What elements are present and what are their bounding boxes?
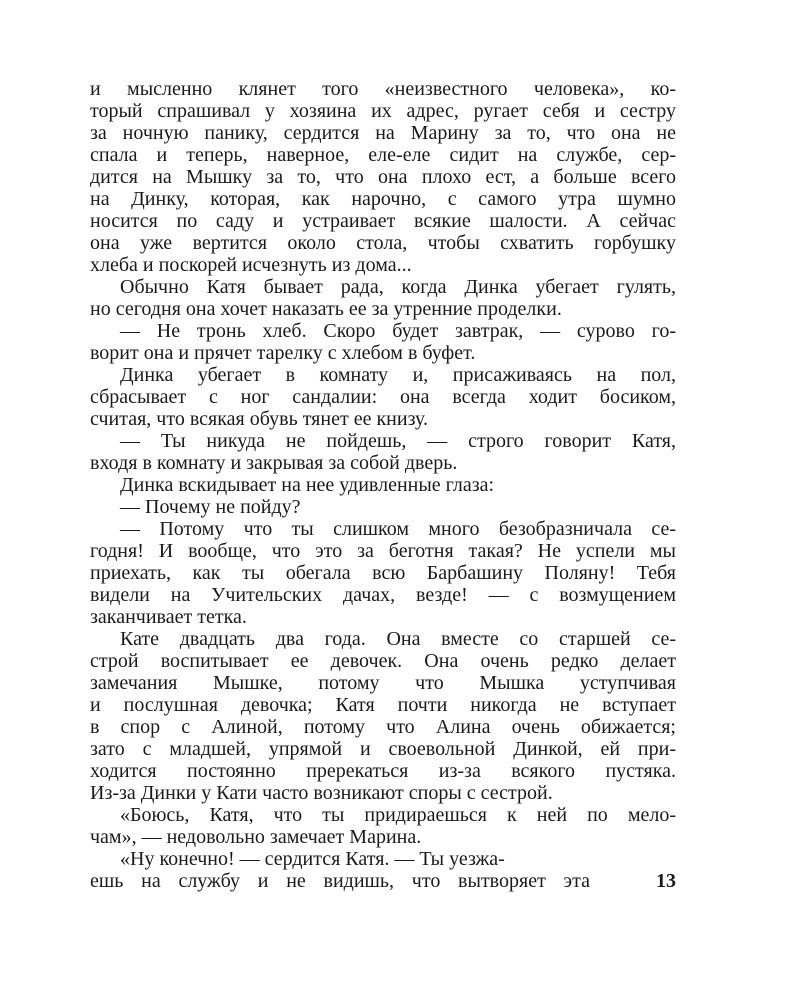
text-line: видели на Учительских дачах, везде! — с возмущением [90,584,676,606]
text-line: но сегодня она хочет наказать ее за утренние проделки. [90,298,562,320]
text-line: торый спрашивал у хозяина их адрес, ругает себя и сестру [90,100,676,122]
text-line: Динка убегает в комнату и, присаживаясь на пол, [120,364,676,386]
text-line: Кате двадцать два года. Она вместе со старшей се- [120,628,676,650]
text-line: за ночную панику, сердится на Марину за то, что она не [90,122,676,144]
text-line: в спор с Алиной, потому что Алина очень обижается; [90,716,676,738]
text-line: приехать, как ты обегала всю Барбашину Поляну! Тебя [90,562,676,584]
text-line: — Ты никуда не пойдешь, — строго говорит Катя, [120,430,676,452]
text-line: спала и теперь, наверное, еле-еле сидит на службе, сер- [90,144,676,166]
text-line: «Боюсь, Катя, что ты придираешься к ней по мело- [120,804,676,826]
text-line: — Почему не пойду? [120,496,301,518]
text-line: — Не тронь хлеб. Скоро будет завтрак, — сурово го- [120,320,676,342]
text-line: хлеба и поскорей исчезнуть из дома... [90,254,412,276]
text-line: Обычно Катя бывает рада, когда Динка убегает гулять, [120,276,676,298]
text-line: «Ну конечно! — сердится Катя. — Ты уезжа- [120,848,505,870]
last-line-row [90,870,676,892]
text-line: чам», — недовольно замечает Марина. [90,826,422,848]
text-line: и послушная девочка; Катя почти никогда не вступает [90,694,676,716]
text-line: Из-за Динки у Кати часто возникают споры с сестрой. [90,782,553,804]
text-line: — Потому что ты слишком много безобразничала се- [120,518,676,540]
page-number: 13 [656,870,676,892]
text-line: и мысленно клянет того «неизвестного человека», ко- [90,78,676,100]
text-line: входя в комнату и закрывая за собой дверь. [90,452,458,474]
text-line: заканчивает тетка. [90,606,247,628]
page-last-line: ешь на службу и не видишь, что вытворяет эта [90,870,590,892]
text-line: сбрасывает с ног сандалии: она всегда ходит босиком, [90,386,676,408]
text-line: Динка вскидывает на нее удивленные глаза: [120,474,495,496]
text-line: она уже вертится около стола, чтобы схватить горбушку [90,232,676,254]
text-line: носится по саду и устраивает всякие шалости. А сейчас [90,210,676,232]
text-line: считая, что всякая обувь тянет ее книзу. [90,408,429,430]
text-line: годня! И вообще, что это за беготня такая? Не успели мы [90,540,676,562]
text-line: ходится постоянно пререкаться из-за всякого пустяка. [90,760,676,782]
text-line: зато с младшей, упрямой и своевольной Динкой, ей при- [90,738,676,760]
text-line: ворит она и прячет тарелку с хлебом в буфет. [90,342,476,364]
text-line: строй воспитывает ее девочек. Она очень редко делает [90,650,676,672]
page-body-text [90,78,676,870]
text-line: дится на Мышку за то, что она плохо ест, а больше всего [90,166,676,188]
text-line: замечания Мышке, потому что Мышка уступчивая [90,672,676,694]
book-page [90,78,676,892]
text-line: на Динку, которая, как нарочно, с самого утра шумно [90,188,676,210]
